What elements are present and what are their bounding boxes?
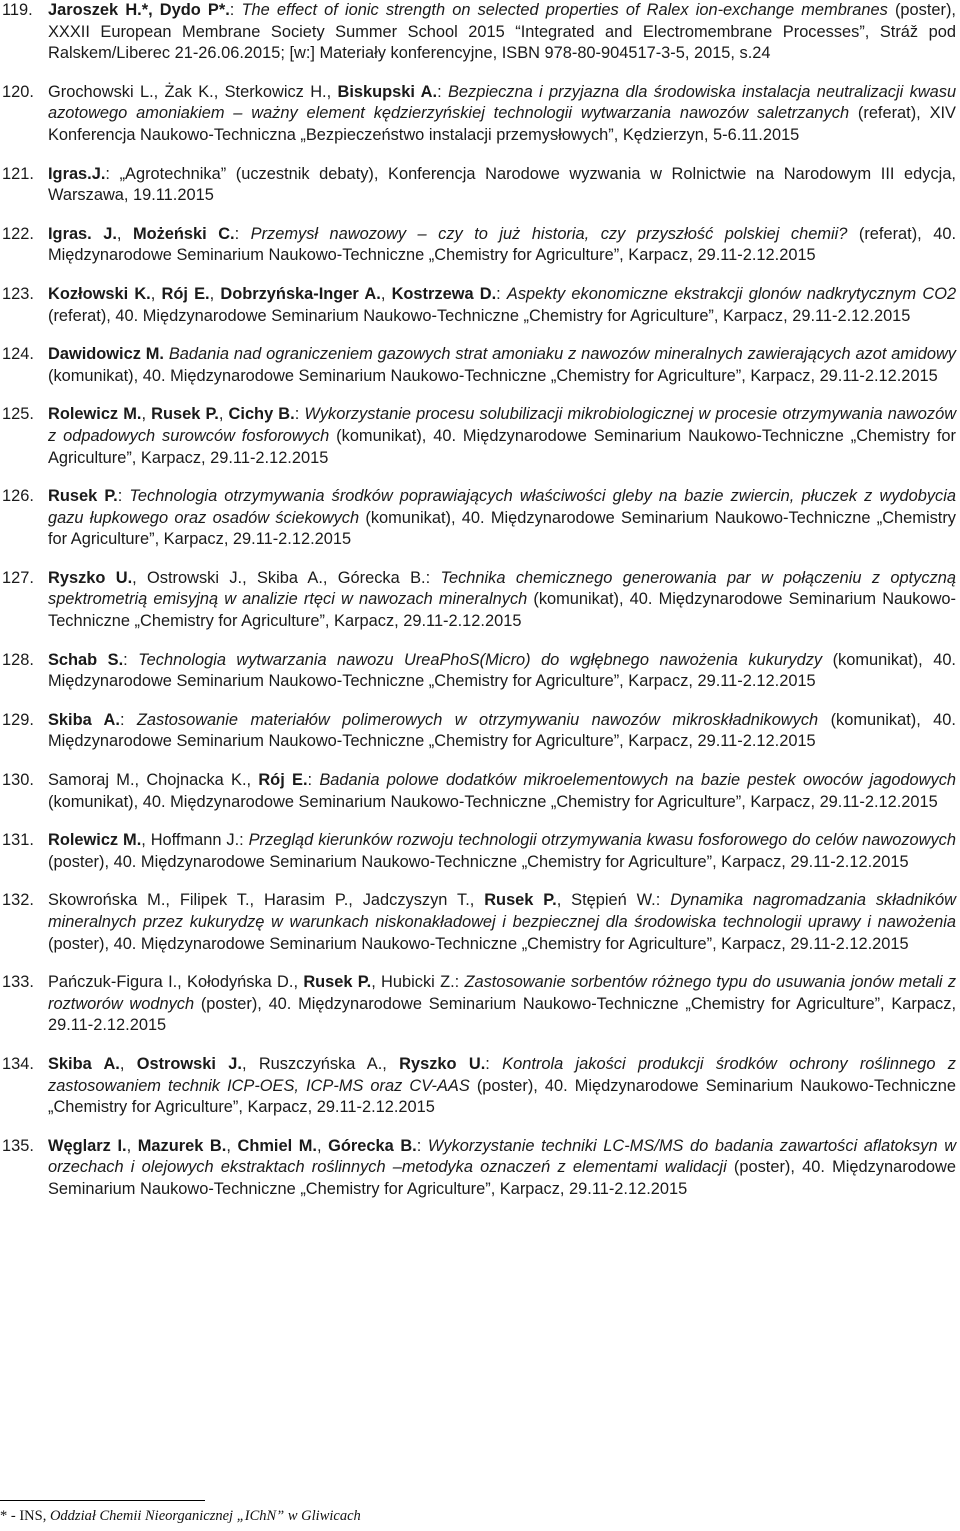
reference-author: Igras. J. bbox=[48, 224, 117, 243]
reference-number: 134. bbox=[2, 1054, 34, 1073]
reference-text: , bbox=[218, 405, 229, 424]
reference-text: (komunikat), 40. Międzynarodowe Seminarium Naukowo-Techniczne „Chemistry for Agriculture”, Karpacz, 29.11-2.12.2015 bbox=[48, 710, 956, 751]
reference-item bbox=[2, 1136, 956, 1201]
reference-text: (komunikat), 40. Międzynarodowe Seminarium Naukowo-Techniczne „Chemistry for Agriculture”, Karpacz, 29.11-2.12.2015 bbox=[48, 792, 938, 811]
reference-text: , bbox=[119, 1054, 137, 1073]
reference-text: Żak K. bbox=[164, 82, 214, 101]
reference-author: Rolewicz M. bbox=[48, 405, 142, 424]
reference-text: : „Agrotechnika” (uczestnik debaty), Konferencja Narodowe wyzwania w Rolnictwie na Narodowym III edycja, Warszawa, 19.11.2015 bbox=[48, 164, 956, 205]
reference-title: Dynamika nagromadzania składników mineralnych przez kukurydzę w warunkach niskonakładowej i bezpiecznej dla środowiska technologii uprawy i nawożenia bbox=[48, 891, 957, 931]
reference-author: Biskupski A. bbox=[337, 82, 438, 101]
reference-text: (komunikat), 40. Międzynarodowe Seminarium Naukowo-Techniczne „Chemistry for Agriculture”, Karpacz, 29.11-2.12.2015 bbox=[48, 366, 938, 385]
reference-title: The effect of ionic strength on selected properties of Ralex ion-exchange membranes bbox=[241, 1, 888, 19]
reference-title: Bezpieczna i przyjazna dla środowiska instalacja neutralizacji kwasu azotowego amoniakiem – ważny element kędzierzyńskiej technologii wytwarzania nawozów saletrzanych bbox=[48, 82, 957, 123]
reference-text: , bbox=[141, 405, 152, 424]
reference-item bbox=[2, 486, 956, 551]
reference-title: Przegląd kierunków rozwoju technologii otrzymywania kwasu fosforowego do celów nawozowych bbox=[248, 831, 956, 850]
reference-text: , Hoffmann J.: bbox=[141, 831, 249, 850]
reference-text: , bbox=[126, 1136, 138, 1155]
reference-text: Pańczuk-Figura I., Kołodyńska D., bbox=[48, 973, 304, 992]
reference-text: , bbox=[380, 284, 392, 303]
footnote bbox=[0, 1508, 361, 1525]
reference-title: Technologia wytwarzania nawozu UreaPhoS(Micro) do wgłębnego nawożenia kukurydzy bbox=[138, 650, 823, 669]
reference-author: Jaroszek H.*, Dydo P*. bbox=[48, 1, 230, 19]
reference-title: Przemysł nawozowy – czy to już historia, czy przyszłość polskiej chemii? bbox=[250, 224, 848, 243]
reference-title: Technologia otrzymywania środków poprawiających właściwości gleby na bazie zwiercin, płuczek z wydobycia gazu łupkowego oraz osadów ściekowych bbox=[48, 487, 957, 527]
reference-text: , Ostrowski J., Skiba A., Górecka B.: bbox=[132, 568, 441, 587]
reference-author: Możeński C. bbox=[132, 224, 235, 243]
reference-text: : bbox=[234, 224, 251, 243]
reference-author: Ryszko U. bbox=[48, 568, 133, 587]
reference-text: (poster), 40. Międzynarodowe Seminarium Naukowo-Techniczne „Chemistry for Agriculture”, Karpacz, 29.11-2.12.2015 bbox=[48, 1076, 956, 1117]
reference-text: (poster), XXXII European Membrane Society Summer School 2015 “Integrated and Electromembrane Processes”, Stráž pod Ralskem/Liberec 21-26.06.2015; [w:] Materiały konferencyjne, ISBN 978-80-904517-3-5, 2015, s.24 bbox=[48, 1, 956, 63]
reference-list bbox=[2, 0, 956, 1218]
reference-author: Rusek P. bbox=[151, 405, 219, 424]
reference-author: Dobrzyńska-Inger A. bbox=[220, 284, 381, 303]
reference-author: Rusek P. bbox=[484, 891, 557, 910]
reference-text: (poster), 40. Międzynarodowe Seminarium Naukowo-Techniczne „Chemistry for Agriculture”, Karpacz, 29.11-2.12.2015 bbox=[48, 934, 909, 953]
footnote-text: Oddział Chemii Nieorganicznej „IChN” w Gliwicach bbox=[49, 1508, 361, 1524]
reference-text: (komunikat), 40. Międzynarodowe Seminarium Naukowo-Techniczne „Chemistry for Agriculture”, Karpacz, 29.11-2.12.2015 bbox=[48, 508, 956, 549]
reference-number: 131. bbox=[2, 831, 34, 850]
reference-item bbox=[2, 972, 956, 1037]
reference-item bbox=[2, 164, 956, 207]
footnote-rule bbox=[0, 1500, 205, 1501]
reference-title: Badania polowe dodatków mikroelementowych na bazie pestek owoców jagodowych bbox=[319, 771, 957, 790]
reference-text: (komunikat), 40. Międzynarodowe Seminarium Naukowo-Techniczne „Chemistry for Agriculture”, Karpacz, 29.11-2.12.2015 bbox=[48, 650, 956, 691]
reference-number: 133. bbox=[2, 973, 34, 992]
reference-text: (poster), 40. Międzynarodowe Seminarium Naukowo-Techniczne „Chemistry for Agriculture”, Karpacz, 29.11-2.12.2015 bbox=[48, 1158, 956, 1198]
reference-author: Chmiel M. bbox=[237, 1136, 317, 1155]
reference-item bbox=[2, 344, 956, 387]
reference-author: Mazurek B. bbox=[137, 1136, 227, 1155]
reference-item bbox=[2, 650, 956, 693]
reference-text: : bbox=[117, 487, 130, 506]
reference-text: : bbox=[416, 1136, 428, 1155]
reference-text: (poster), 40. Międzynarodowe Seminarium Naukowo-Techniczne „Chemistry for Agriculture”, Karpacz, 29.11-2.12.2015 bbox=[48, 852, 909, 871]
reference-text: , bbox=[150, 284, 162, 303]
reference-author: Dawidowicz M. bbox=[48, 345, 164, 364]
reference-number: 121. bbox=[2, 164, 34, 183]
reference-text: , bbox=[116, 224, 133, 243]
reference-item bbox=[2, 82, 956, 147]
reference-item bbox=[2, 830, 956, 873]
reference-number: 128. bbox=[2, 650, 34, 669]
reference-number: 132. bbox=[2, 891, 34, 910]
reference-text: (poster), 40. Międzynarodowe Seminarium Naukowo-Techniczne „Chemistry for Agriculture”, Karpacz, 29.11-2.12.2015 bbox=[48, 994, 957, 1035]
reference-text: : bbox=[485, 1054, 503, 1073]
reference-text: : bbox=[294, 405, 305, 424]
reference-text: , bbox=[226, 1136, 238, 1155]
reference-item bbox=[2, 224, 956, 267]
reference-author: Ostrowski J. bbox=[136, 1054, 242, 1073]
reference-number: 119. bbox=[2, 1, 33, 19]
reference-author: Rolewicz M. bbox=[48, 831, 142, 850]
reference-title: Zastosowanie sorbentów różnego typu do usuwania jonów metali z roztworów wodnych bbox=[48, 973, 957, 1013]
reference-text: : bbox=[119, 710, 137, 729]
reference-author: Skiba A. bbox=[48, 1054, 120, 1073]
reference-number: 126. bbox=[2, 487, 34, 506]
reference-text: Grochowski L. bbox=[48, 82, 154, 101]
reference-text: : bbox=[437, 82, 448, 101]
reference-text: : bbox=[496, 284, 507, 303]
reference-number: 123. bbox=[2, 284, 34, 303]
reference-text: , Ruszczyńska A., bbox=[241, 1054, 400, 1073]
reference-title: Wykorzystanie procesu solubilizacji mikrobiologicznej w procesie otrzymywania nawozów z odpadowych surowców fosforowych bbox=[48, 405, 957, 445]
reference-author: Cichy B. bbox=[228, 405, 295, 424]
reference-text: : bbox=[123, 650, 139, 669]
reference-item bbox=[2, 890, 956, 955]
reference-author: Rój E. bbox=[161, 284, 210, 303]
reference-number: 120. bbox=[2, 82, 34, 101]
reference-number: 127. bbox=[2, 568, 34, 587]
reference-author: Rój E. bbox=[258, 771, 308, 790]
reference-author: Kostrzewa D. bbox=[391, 284, 497, 303]
reference-text: : bbox=[307, 771, 320, 790]
reference-text: Skowrońska M., Filipek T., Harasim P., Jadczyszyn T., bbox=[48, 891, 485, 910]
reference-text: (komunikat), 40. Międzynarodowe Seminarium Naukowo-Techniczne „Chemistry for Agriculture”, Karpacz, 29.11-2.12.2015 bbox=[48, 426, 957, 467]
reference-author: Skiba A. bbox=[48, 710, 120, 729]
reference-author: Igras.J. bbox=[48, 164, 106, 183]
reference-title: Badania nad ograniczeniem gazowych strat amoniaku z nawozów mineralnych zawierających azot amidowy bbox=[168, 345, 956, 364]
reference-item bbox=[2, 1054, 956, 1119]
reference-number: 122. bbox=[2, 224, 34, 243]
reference-title: Technika chemicznego generowania par w połączeniu z optyczną spektrometrią emisyjną w analizie rtęci w nawozach mineralnych bbox=[48, 568, 957, 609]
reference-title: Zastosowanie materiałów polimerowych w otrzymywaniu nawozów mikroskładnikowych bbox=[136, 710, 819, 729]
reference-text: , bbox=[209, 284, 221, 303]
reference-item bbox=[2, 0, 956, 65]
reference-number: 130. bbox=[2, 771, 34, 790]
reference-author: Kozłowski K. bbox=[48, 284, 151, 303]
reference-item bbox=[2, 710, 956, 753]
reference-number: 135. bbox=[2, 1136, 34, 1155]
reference-item bbox=[2, 770, 956, 813]
reference-number: 125. bbox=[2, 405, 34, 424]
reference-item bbox=[2, 568, 956, 633]
reference-text: , Stępień W.: bbox=[556, 891, 671, 910]
reference-text: , bbox=[316, 1136, 329, 1155]
reference-author: Ryszko U. bbox=[399, 1054, 486, 1073]
reference-text: (referat), 40. Międzynarodowe Seminarium Naukowo-Techniczne „Chemistry for Agriculture”, Karpacz, 29.11-2.12.2015 bbox=[48, 224, 957, 265]
reference-item bbox=[2, 404, 956, 469]
reference-author: Rusek P. bbox=[48, 487, 118, 506]
reference-text: (referat), XIV Konferencja Naukowo-Techniczna „Bezpieczeństwo instalacji przemysłowych”, Kędzierzyn, 5-6.11.2015 bbox=[48, 104, 956, 144]
footnote-prefix: * - INS, bbox=[0, 1508, 50, 1524]
reference-item bbox=[2, 284, 956, 327]
reference-number: 124. bbox=[2, 345, 34, 364]
reference-text: , bbox=[326, 82, 338, 101]
reference-author: Rusek P. bbox=[303, 973, 372, 992]
reference-title: Wykorzystanie techniki LC-MS/MS do badania zawartości aflatoksyn w orzechach i olejowych ekstraktach roślinnych –metodyka oznaczeń z elementami walidacji bbox=[48, 1136, 957, 1177]
reference-title: Aspekty ekonomiczne ekstrakcji glonów nadkrytycznym CO2 bbox=[506, 284, 957, 303]
reference-author: Węglarz I. bbox=[48, 1136, 127, 1155]
reference-title: Kontrola jakości produkcji środków ochrony roślinnego z zastosowaniem technik ICP-OES, ICP-MS oraz CV-AAS bbox=[48, 1054, 956, 1095]
reference-number: 129. bbox=[2, 710, 34, 729]
reference-text: , bbox=[153, 82, 165, 101]
reference-text: Sterkowicz H. bbox=[224, 82, 327, 101]
reference-text: (referat), 40. Międzynarodowe Seminarium Naukowo-Techniczne „Chemistry for Agriculture”, Karpacz, 29.11-2.12.2015 bbox=[48, 306, 911, 325]
reference-author: Schab S. bbox=[48, 650, 124, 669]
reference-text: , bbox=[213, 82, 225, 101]
reference-text: (komunikat), 40. Międzynarodowe Seminarium Naukowo-Techniczne „Chemistry for Agriculture”, Karpacz, 29.11-2.12.2015 bbox=[48, 590, 956, 631]
reference-text: Samoraj M., Chojnacka K., bbox=[48, 771, 259, 790]
reference-author: Górecka B. bbox=[328, 1136, 417, 1155]
reference-text: : bbox=[229, 1, 242, 19]
reference-text: , Hubicki Z.: bbox=[371, 973, 465, 992]
